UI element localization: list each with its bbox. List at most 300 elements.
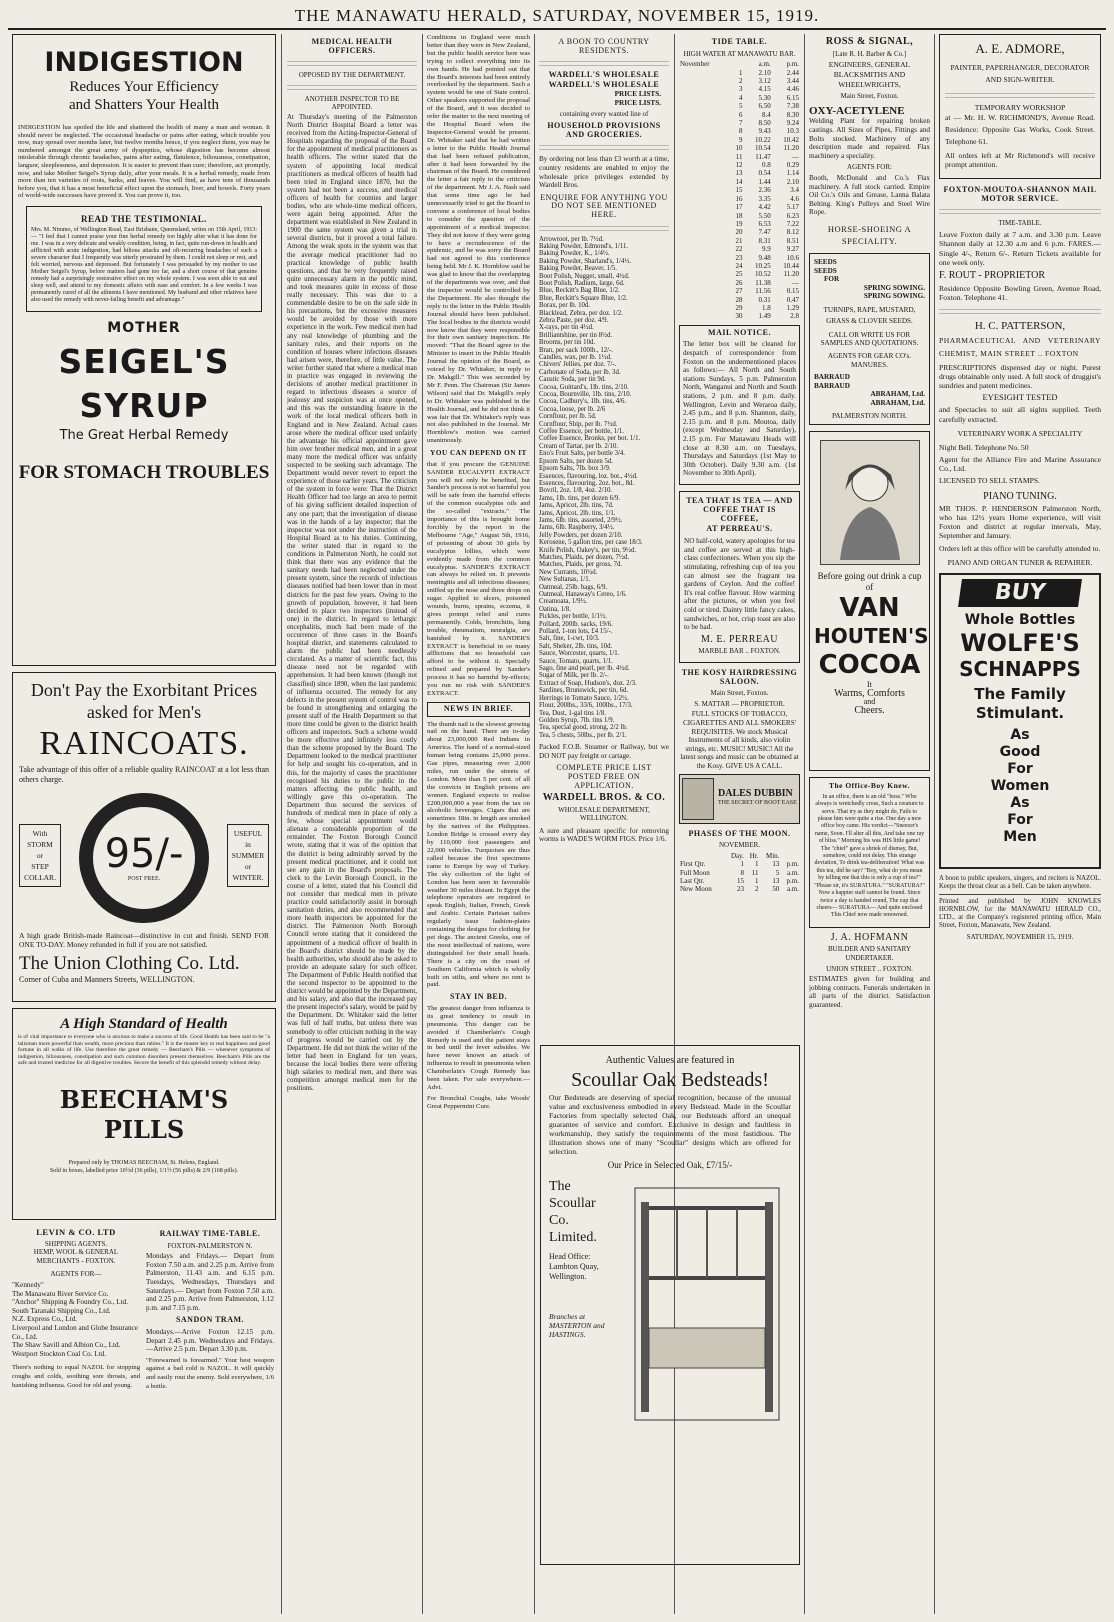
tide-am: 8.4 <box>761 110 771 119</box>
kosy-body: FULL STOCKS OF TOBACCO, CIGARETTES AND ALL SMOKERS' REQUISITES. We stock Musical Instruments of all kinds, also violin strings, etc. MUSIC! MUSIC! All the latest songs and music can be obtained at the Kosy. GIVE US A CALL. <box>680 710 799 770</box>
perreau-name: M. E. PERREAU <box>700 633 779 645</box>
tide-pm: — <box>792 278 799 287</box>
price-list-item: Coffee Essence, Bronks, per bot. 1/1. <box>539 435 641 443</box>
moon-table <box>679 852 800 894</box>
tide-am: 10.25 <box>754 261 771 270</box>
wardell-heading: WARDELL'S WHOLESALE <box>548 70 660 80</box>
news-heading: NEWS IN BRIEF. <box>443 703 514 713</box>
column-3 <box>427 34 530 1614</box>
price-list-item: Zebra Paste, per doz. 4/9. <box>539 316 609 324</box>
tide-day: 12 <box>735 161 743 170</box>
imprint-date: SATURDAY, NOVEMBER 15, 1919. <box>966 932 1074 941</box>
tide-pm: 11.20 <box>783 144 799 153</box>
ross-address: Main Street, Foxton. <box>840 92 899 101</box>
wardell-intro: By ordering not less than £3 worth at a time, country residents are enabled to enjoy the wholesale price privileges extended by Wardell Bros. <box>539 155 669 190</box>
price-list-item: Sauce, Worcester, quarts, 1/1. <box>539 650 620 658</box>
herbal-remedy: The Great Herbal Remedy <box>59 428 229 444</box>
tide-row <box>679 169 800 177</box>
railway-sub: FOXTON-PALMERSTON N. <box>167 1241 253 1250</box>
tide-row <box>679 237 800 245</box>
tide-pm: 10.6 <box>786 253 799 262</box>
tide-am: 0.54 <box>758 169 771 178</box>
tide-am: 8.31 <box>758 236 771 245</box>
price-list-item: Cocoa, loose, per lb. 2/6 <box>539 405 606 413</box>
containing-line: containing every wanted line of <box>559 109 649 118</box>
eyesight-body: and Spectacles to suit all sights supplied. Teeth carefully extracted. <box>939 405 1101 424</box>
tide-pm: 11.20 <box>783 270 799 279</box>
tide-am: 9.9 <box>761 245 771 254</box>
price-list-item: Herrings in Tomato Sauce, 1/2½. <box>539 694 629 702</box>
price-list-item: Cornflour, Ship, per lb. 7½d. <box>539 420 618 428</box>
beecham-prepared: Prepared only by THOMAS BEECHAM, St. Helens, England. <box>68 1159 220 1166</box>
moon-cell: 1 <box>740 860 744 869</box>
tide-pm: 1.14 <box>786 169 799 178</box>
medical-subhead: OPPOSED BY THE DEPARTMENT. <box>298 71 406 80</box>
price-list-item: Tea, Dust, 1-gal tins 1/8. <box>539 709 606 717</box>
night-bell: Night Bell. Telephone No. 50 <box>939 442 1029 452</box>
tide-pm: 4.6 <box>790 194 799 203</box>
tide-day: 25 <box>735 270 743 279</box>
price-list-item: Chivers' Jellies, per doz. 7/-. <box>539 361 617 369</box>
as-line-2: As <box>1010 794 1030 811</box>
agents-heading: AGENTS FOR— <box>50 1270 102 1279</box>
price-list-item: Cocoa, Bournville, 1lb. tins, 2/10. <box>539 391 632 399</box>
price-list-item: Tea, special good, strong, 2/2 lb. <box>539 724 628 732</box>
tide-row <box>679 228 800 236</box>
medical-subhead-2: ANOTHER INSPECTOR TO BE APPOINTED. <box>304 94 400 112</box>
moon-cell: First Qtr. <box>680 860 706 869</box>
agent-item: N.Z. Express Co., Ltd. <box>12 1315 78 1324</box>
scoullar-intro: Authentic Values are featured in <box>605 1055 735 1066</box>
admore-orders: All orders left at Mr Richmond's will receive prompt attention. <box>945 151 1095 170</box>
tide-row <box>679 119 800 127</box>
price-list-item: Sugar of Milk, per lb. 2/-. <box>539 672 609 680</box>
tide-day: 7 <box>739 119 743 128</box>
stay-body: The greatest danger from influenza is its great tendency to result in pneumonia. This danger can be avoided if Chamberlain's Cough Remedy is used and the patient stays in bed until the fever subsides. We have never known an attack of influenza to result in pneumonia when Chamberlain's Cough Remedy has been taken. For sale everywhere.—Advt. <box>427 1004 530 1091</box>
divider <box>539 58 669 67</box>
price-list-item: Brilliantshine, per tin 8½d. <box>539 331 613 339</box>
moon-row <box>679 869 800 877</box>
cheers-line: Cheers. <box>854 705 885 716</box>
tide-pm: 7.38 <box>786 102 799 111</box>
worm-figs-note: A sure and pleasant specific for removing worms is WADE'S WORM FIGS. Price 1/6. <box>539 826 669 844</box>
price-list-item: Pickles, per bottle, 1/1½. <box>539 613 607 621</box>
tide-row <box>679 195 800 203</box>
beechams-pills-title: BEECHAM'S PILLS <box>59 1084 229 1144</box>
price-list-item: Cream of Tartar, per lb. 2/10. <box>539 442 619 450</box>
tide-am: 11.38 <box>755 278 771 287</box>
price-list-item: Kerosene, 5 gallon tins, per case 18/3. <box>539 539 643 547</box>
tide-pm: 10.3 <box>786 127 799 136</box>
moon-cell: Last Qtr. <box>680 876 705 885</box>
houtens-title: HOUTEN'S <box>814 624 929 649</box>
tide-row <box>679 296 800 304</box>
divider <box>287 82 417 91</box>
tide-pm: 8.51 <box>786 236 799 245</box>
levin-sub-2: HEMP, WOOL & GENERAL MERCHANTS - FOXTON. <box>33 1248 119 1265</box>
post-free: POST FREE. <box>127 875 161 882</box>
price-list-item: Blacklead, Zebra, per doz. 1/2. <box>539 309 623 317</box>
tide-month: November <box>680 60 710 69</box>
moon-cell: 1 <box>755 860 759 869</box>
van-houten-ad <box>809 431 930 771</box>
divider <box>287 58 417 67</box>
column-1 <box>12 34 276 1614</box>
barraud-name-2: BARRAUD <box>814 381 850 390</box>
timetable-heading: TIME-TABLE. <box>998 219 1042 228</box>
tide-row <box>679 127 800 135</box>
tide-row <box>679 111 800 119</box>
price-list-item: Jams, 6lb. tins, assorted, 2/9½. <box>539 516 623 524</box>
tide-day: 8 <box>739 127 743 136</box>
temp-body: at — Mr. H. W. RICHMOND'S, Avenue Road. Residence: Opposite Gas Works, Cook Street. Telephone 61. <box>945 113 1095 147</box>
tide-day: 3 <box>739 85 743 94</box>
agent-item: South Taranaki Shipping Co., Ltd. <box>12 1306 111 1315</box>
moon-cell: 15 <box>736 876 744 885</box>
moon-col-day: Day. <box>730 851 744 860</box>
moon-row <box>679 877 800 885</box>
medical-continued: Conditions in England were much better than they were in New Zealand, but the public health service here was trying to collect everything into its own hands. He had pointed out that the Board's interests had been entirely overlooked by the department. Such a system would be one of State control. Other speakers supported the proposal of the Board, and it was decided to refer the matter to the next meeting of the Hospital Board when the Inspector-General would be present. Dr. Whitaker said that he had written a letter to the Public Health Journal that had been refused publication, after it had been forwarded by the chairman of the Board. He considered the letter a fair reply to the criticism of the department. Mr J. A. Nash said that some time ago he had unnecessarily tried to get the Board to convene a conference of local bodies to consider the question of the appointment of a medical inspector. They did not know if they were going to have a recrudescence of the epidemic, and he was sorry the Board had not agreed to this conference being held. Mr J. K. Hornblow said he was glad to know that the overlapping of the departments was over, and that the inspector would be controlled by the Department. He also thought the reply to the letter in the Public Health Journal should have been published. The local bodies in the districts would now know that they were responsible for their own sanitary inspection. He moved: "That the Board agree to the Minister to insert in the Public Health Journal the opinion of the Board, as voiced by Dr. Whitaker, in reply to Dr. Makgill." This was seconded by Mr F. Penn. The Chairman (Sir James Wilson) said that Dr. Makgill's reply to Dr. Whitaker was published in the Health Journal, and he did not think it was fair that Dr. Whitaker's reply was not also published in the Journal. Mr Hornblow's motion was carried unanimously. <box>427 34 530 445</box>
tide-am: 1.49 <box>758 312 771 321</box>
price-list-item: Tea, 5 chests, 50lbs., per lb. 2/1. <box>539 731 627 739</box>
schnapps-title: SCHNAPPS <box>959 656 1081 681</box>
tram-heading: SANDON TRAM. <box>175 1315 245 1325</box>
mail-body: The letter box will be cleared for despatch of correspondence from Foxton on the undermentioned places as follows:— All North and South stations Sundays, 5 p.m. Palmerston North, Wanganui and North and South stations, 2 p.m. and 8 p.m. daily. Wellington, Levin and Weraroa daily, 2.45 p.m., and 8 p.m. Shannon, daily, 2.15 p.m. and 8 p.m. Moutoa, daily (except Wednesday and Saturday), 2.15 p.m. For Manawatu Heads will close at 8.30 a.m. on Tuesdays, Thursdays and Saturdays (1st May to 30th October). Daily 9.30 a.m. (1st November to 30th April). <box>683 340 796 478</box>
tide-pm: 0.15 <box>786 287 799 296</box>
kosy-proprietor: S. MATTAR — PROPRIETOR. <box>694 699 785 708</box>
tide-day: 17 <box>735 203 743 212</box>
price-list-item: Eno's Fruit Salts, per bottle 3/4. <box>539 450 625 458</box>
tide-row <box>679 161 800 169</box>
tide-heading: TIDE TABLE. <box>711 37 768 46</box>
price-list-item: Flour, 200lbs., 33/6, 100lbs., 17/3. <box>539 702 633 710</box>
moon-cell: 13 <box>772 860 780 869</box>
bedstead-illustration <box>625 1178 789 1428</box>
tide-day: 15 <box>735 186 743 195</box>
dales-illustration <box>682 778 714 820</box>
barraud-ad <box>809 253 930 425</box>
raincoat-left-line: STEP <box>31 861 49 871</box>
column-6 <box>809 34 930 1614</box>
price-list-item: Jams, Apricot, 2lb. tins, 1/1. <box>539 509 616 517</box>
price-list-item: Baking Powder, Beaver, 1/5. <box>539 265 617 273</box>
tide-day: 19 <box>735 219 743 228</box>
mother-label: MOTHER <box>107 319 181 336</box>
agent-item: Liverpool and London and Globe Insurance Co., Ltd. <box>12 1323 138 1341</box>
raincoat-price: 95/- <box>104 830 184 877</box>
price-list-item: Extract of Soap, Hudson's, doz. 2/3. <box>539 679 637 687</box>
piano-heading: PIANO TUNING. <box>983 490 1057 502</box>
levin-ad <box>12 1226 140 1394</box>
medical-body: At Thursday's meeting of the Palmerston North District Hospital Board a letter was received from the Acting-Inspector-General of Hospitals regarding the proposal of the Board for the appointment of medical practitioners as health officers. The writer stated that the system of appointing local medical practitioners as medical officers of health had been tried in England since 1870, but the system had not been a success, and medical officers of health for counties and larger bodies, who are whole-time medical officers, were again being appointed. After the department was established in New Zealand in 1900 the same system was given a trial in several districts, but it proved a total failure. Among the weak spots in the system was that the average medical practitioner had no practical knowledge of public health questions, and that he very frequently raised quite unnecessary alarm in the public mind, and took measures quite in excess of those really necessary. This was due to a commendable desire to be on the safe side in his precautions, but the excessive measures would be avoided by those with more experience in the work. Few medical men had any real knowledge of plumbing and the sanitary rules, and their reports on the condition of houses where infectious diseases had arisen were, therefore, of little value. The writer further stated that where a medical man in practice was engaged in reviewing the decisions of another medical practitioner in regard to infectious diseases a source of jealousy and suspicion was at once opened, and this was the outstanding feature in the work of the local medical officers both in England and in New Zealand. Actual cases arose where the medical officer used unfairly the advantage his official appointment gave him over brother medical men, and in a great many more the medical officer was unfairly suspected to be seeking such advantage. The Department would never revert to report the experience of those earlier years. The criticism of the system in force were: That the District Health Officer had too large an area to permit of his giving sufficient detailed inspection of any one part; that the investigation of disease was in the hands of a lay inspector; that the inspector was not under the instruction of the Hospital Board as to his duties. Continuing, the writer stated that in regard to the conditions in Palmerston North, he could not think that there was any evidence that the sanitary needs had been neglected under the present system, since the records of infectious diseases notified had been lower than in most districts for the past few years. Owing to the growth of population, however, it had been decided to place two inspectors (instead of one) in the district. In regard to lethargic encephalitis, much had been made of the occurrence of three cases in the Board's hospital district, and statements calculated to alarm the public had been needlessly circulated. As a matter of scientific fact, this disease need not be regarded with apprehension. It had been known (though not classified) since 1890, when the last pandemic of influenza occurred. The remedy for any defects in the present system of control was to be found in strengthening and enlarging the present staff of the Health Department so that more time could be given to the district health officers and inspectors. Such a scheme would be more effective and infinitely less costly than the scheme proposed by the Board. The Department looked to the medical practitioner for help and sought his co-operation, and in this, for the majority of cases the practitioner recognised his duties to the public in the matters affecting the public health, and willingly gave this co-operation. The Department thus secured the services of hundreds of medical men in place of only a few, whose special appointment would alienate a considerable proportion of the remainder. The Foxton Borough Council wrote, stating that it was of the opinion that the district is being admirably served by the present medical practitioner, and it could not see any gain in the Board's proposals. The clerk to the Levin Borough Council, in the course of a letter, stated that his Council did not consider that medical men in private practice could satisfactorily assist in borough sanitation duties, and also recommended that more health inspectors be appointed for the district. The Palmerston North Borough Council wrote stating that it considered the appointment of a medical officer of health in the Board's district should be made by the health authorities, who should also be asked to provide an adequate salary for such officer. The Department of Public Health notified that the second inspector to be appointed to the district would be appointed by the Department, and his salary, and also that the increased pay the present inspector's salary, would be paid by the Department. Dr. Whitaker said the letter was full of half truths, but unless there was somebody to offer criticism nothing in the way of progress would be carried out by the Department. He did not think the writer of the letter had been in England for ten years, because the local bodies there were offering high salaries to medical men, and there was competition amongst medical men for the positions. <box>287 113 417 1093</box>
price-list-item: Bran, per sack 100lb., 12/-. <box>539 346 613 354</box>
wholesale-dept: WHOLESALE DEPARTMENT, WELLINGTON. <box>558 805 650 823</box>
tide-day: 1 <box>739 68 743 77</box>
column-rule <box>934 34 935 1614</box>
oxy-heading: OXY-ACETYLENE <box>809 104 905 117</box>
tide-row <box>679 220 800 228</box>
packed-note: Packed F.O.B. Steamer or Railway, but we DO NOT pay freight or cartage. <box>539 743 669 760</box>
medical-heading: MEDICAL HEALTH OFFICERS. <box>311 37 393 55</box>
depend-heading: YOU CAN DEPEND ON IT <box>430 449 527 458</box>
price-list-item: X-rays, per tin 4½d. <box>539 324 594 332</box>
tide-day: 23 <box>735 253 743 262</box>
wardell-heading-2: WARDELL'S WHOLESALE <box>548 79 660 89</box>
patterson-trades: PHARMACEUTICAL AND VETERINARY CHEMIST, MAIN STREET .. FOXTON <box>939 335 1101 358</box>
tide-day: 16 <box>735 194 743 203</box>
scoullar-ad <box>540 1045 800 1565</box>
office-boy-heading: The Office-Boy Knew. <box>828 781 911 791</box>
price-list-item: Sago, fine and pearl, per lb. 4½d. <box>539 665 630 673</box>
raincoat-right-line: in <box>245 839 251 849</box>
tide-am: 3.12 <box>758 77 771 85</box>
price-list <box>539 236 669 740</box>
moon-cell: Full Moon <box>680 868 710 877</box>
tide-am: 5.50 <box>758 211 771 220</box>
price-list-item: Bovril, 2oz. 1/8, 4oz. 2/10. <box>539 487 613 495</box>
rout-address: Residence Opposite Bowling Green, Avenue Road, Foxton. Telephone 41. <box>939 284 1101 303</box>
imprint: Printed and published by JOHN KNOWLES HORNBLOW, for the MANAWATU HERALD CO., LTD., at the Company's registered printing office, Main Street, Foxton, Manawatu, New Zealand. <box>939 894 1101 930</box>
tide-pm: 2.44 <box>786 68 799 77</box>
tea-heading-3: AT PERREAU'S. <box>706 523 773 533</box>
price-list-item: Salt, Sheker, 2lb. tins, 10d. <box>539 642 613 650</box>
ross-heading: ROSS & SIGNAL, <box>825 36 914 47</box>
ross-agents: Booth, McDonald and Co.'s Flax machinery. A full stock carried. Empire Oil Co.'s Oils and Grease, Lanna Balata Belting. King's Pulleys and Steel Wire Rope. <box>809 173 930 217</box>
raincoat-right-line: SUMMER <box>231 850 265 860</box>
moon-header-row <box>679 852 800 860</box>
kosy-address: Main Street, Foxton. <box>710 689 769 698</box>
abraham-name: ABRAHAM, Ltd. <box>870 390 925 399</box>
office-boy-ad <box>809 777 930 928</box>
divider <box>939 206 1101 215</box>
moon-cell: a.m. <box>786 885 799 894</box>
men-line: Men <box>1003 828 1037 845</box>
column-7 <box>939 34 1101 1614</box>
tide-day: 29 <box>735 303 743 312</box>
nazol-note: There's nothing to equal NAZOL for stopping coughs and colds, soothing sore throats, and banishing influenza. Good for old and young. <box>12 1364 140 1389</box>
raincoat-left-line: COLLAR. <box>24 872 56 882</box>
hofmann-body: ESTIMATES given for building and jobbing contracts. Funerals undertaken in all parts of the district. Satisfaction guaranteed. <box>809 975 930 1009</box>
price-list-item: Knife Polish, Oakey's, per tin, 9½d. <box>539 546 637 554</box>
tea-heading-2: COFFEE THAT IS COFFEE, <box>703 505 776 524</box>
tide-am: 10.52 <box>754 270 771 279</box>
raincoat-right-line: WINTER. <box>232 872 264 882</box>
price-list-item: Candles, wax, per lb. 1½d. <box>539 354 612 361</box>
levin-heading: LEVIN & CO. LTD <box>36 1227 116 1237</box>
divider <box>945 90 1095 99</box>
tide-row <box>679 102 800 110</box>
tide-am: 10.54 <box>754 144 771 153</box>
tide-row <box>679 94 800 102</box>
scoullar-title: Scoullar Oak Bedsteads! <box>571 1069 769 1091</box>
tide-am: 3.35 <box>758 194 771 203</box>
price-list-item: Epsom Salts, per dozen 5d. <box>539 457 613 465</box>
tide-am: 0.31 <box>758 295 771 304</box>
beecham-sold: Sold in boxes, labelled price 10½d (36 pills), 1/1½ (56 pills) & 2/9 (168 pills). <box>49 1168 239 1175</box>
price-list-item: Blue, Reckitt's Bag Blue, 1/2. <box>539 287 620 295</box>
moon-sub: NOVEMBER. <box>718 841 761 850</box>
price-list-item: Pollard, 200lb. sacks, 19/6. <box>539 620 613 628</box>
railway-heading: RAILWAY TIME-TABLE. <box>159 1229 261 1238</box>
price-circle <box>79 793 209 923</box>
agent-item: The Manawatu River Service Co. <box>12 1289 109 1298</box>
tide-day: 20 <box>735 228 743 237</box>
raincoat-intro: Take advantage of this offer of a reliable quality RAINCOAT at a lot less than others charge. <box>19 765 269 784</box>
moon-cell: 23 <box>736 885 744 894</box>
tide-am: 7.47 <box>758 228 771 237</box>
price-list-item: Coffee Essence, per bottle, 1/1. <box>539 428 624 436</box>
union-address: Corner of Cuba and Manners Streets, WELLINGTON. <box>19 975 195 984</box>
tide-am: 2.10 <box>758 68 771 77</box>
price-list-item: Salt, fine, 1-cwt, 10/3. <box>539 635 600 643</box>
union-clothing: The Union Clothing Co. Ltd. <box>19 953 240 974</box>
tide-pm: 5.17 <box>786 203 799 212</box>
raincoat-description: A high grade British-made Raincoat—distinctive in cut and finish. SEND FOR ONE TO-DAY. Money refunded in full if you are not satisfied. <box>19 931 269 949</box>
for-line: For <box>1007 760 1033 777</box>
household-heading: HOUSEHOLD PROVISIONS AND GROCERIES. <box>547 121 661 139</box>
price-list-item: Baking Powder, Edmond's, 1/11. <box>539 242 629 250</box>
wardell-bros: WARDELL BROS. & CO. <box>542 792 666 804</box>
tide-pm: 3.44 <box>786 77 799 85</box>
hofmann-sub: BUILDER AND SANITARY UNDERTAKER. <box>827 945 912 962</box>
tide-day: 11 <box>735 152 743 161</box>
van-title: VAN <box>839 593 900 624</box>
price-list-item: Oatmeal, 25lb. bags, 6/9. <box>539 583 608 591</box>
tide-pm: 2.8 <box>790 312 799 321</box>
moon-heading: PHASES OF THE MOON. <box>688 828 791 838</box>
column-rule <box>534 34 535 1614</box>
moon-cell: New Moon <box>680 885 712 894</box>
tide-pm: 6.23 <box>786 211 799 220</box>
for-line: FOR <box>824 275 840 284</box>
price-list-item: Jams, 6lb. Raspberry, 3/4½. <box>539 524 615 532</box>
price-list-item: Creamoata, 1/9½. <box>539 598 588 606</box>
tide-am: 11.56 <box>755 287 771 296</box>
scoullar-body: Our Bedsteads are deserving of special recognition, because of the unusual value and exclusiveness embodied in every Bedstead. Made in the Scoullar Factories from specially selected Oak, our Bedsteads afford an unequal guarantee of service and comfort. Exclusive in design and faultless in workmanship, they satisfy the requirements of the most fastidious. The illustration shows one of many "Scoullar" designs which are offered for selection. <box>549 1093 791 1156</box>
scoullar-co: The Scoullar Co. Limited. <box>549 1179 597 1245</box>
tide-row <box>679 69 800 77</box>
tide-pm: 10.42 <box>783 135 799 144</box>
indigestion-subtitle: Reduces Your Efficiency <box>69 79 219 95</box>
tide-row <box>679 304 800 312</box>
piano-orders: Orders left at this office will be carefully attended to. <box>939 543 1101 553</box>
women-line: Women <box>990 777 1050 794</box>
tide-am: 1.44 <box>758 177 771 186</box>
price-list-item: Sauce, Tomato, quarts, 1/1. <box>539 657 613 665</box>
price-list-item: Boot Polish, Nugget, small, 4½d. <box>539 272 630 280</box>
scoullar-head-office: Head Office: Lambton Quay, Wellington. <box>549 1252 599 1281</box>
bronchial-note: For Bronchial Coughs, take Woods' Great Peppermint Cure. <box>427 1094 530 1110</box>
nazol-boon: A boon to public speakers, singers, and reciters is NAZOL. Keeps the throat clear as a bell. Can be taken anywhere. <box>939 874 1101 890</box>
tide-day: 22 <box>735 245 743 254</box>
tide-header-row: November a.m. p.m. <box>680 60 799 69</box>
raincoats-title: RAINCOATS. <box>39 725 249 762</box>
indigestion-title: INDIGESTION <box>44 47 244 78</box>
agent-item: "Anchor" Shipping & Foundry Co., Ltd. <box>12 1298 129 1307</box>
tide-pm: 10.44 <box>783 261 799 270</box>
raincoat-right-line: USEFUL <box>233 828 263 838</box>
spring-sowing: SPRING SOWING. <box>863 283 925 292</box>
tide-row <box>679 254 800 262</box>
tide-day: 4 <box>739 93 743 102</box>
tide-row <box>679 262 800 270</box>
price-list-item: Brooms, per tin 10d. <box>539 339 596 347</box>
seigels-syrup-title: SEIGEL'S SYRUP <box>58 342 230 426</box>
tide-pm: 2.10 <box>786 177 799 186</box>
raincoat-left-line: or <box>36 850 44 860</box>
price-list-item: Oatina, 1/8. <box>539 605 571 613</box>
moon-cell: a.m. <box>786 868 799 877</box>
moon-cell: 8 <box>740 868 744 877</box>
perreau-address: MARBLE BAR .. FOXTON. <box>698 647 781 656</box>
moon-cell: 2 <box>755 885 759 894</box>
licensed-stamps: LICENSED TO SELL STAMPS. <box>939 476 1040 486</box>
tide-pm: 7.22 <box>786 219 799 228</box>
tide-am: 4.15 <box>758 85 771 94</box>
tide-pm: 9.27 <box>786 245 799 254</box>
tide-day: 9 <box>739 135 743 144</box>
enquire-heading: ENQUIRE FOR ANYTHING YOU DO NOT SEE MENTIONED HERE. <box>540 192 668 219</box>
price-list-item: Baking Powder, Sharland's, 1/4½. <box>539 257 632 265</box>
tide-pm: 1.29 <box>786 303 799 312</box>
warms-line: Warms, Comforts <box>834 687 905 699</box>
scoullar-branches: Branches at MASTERTON and HASTINGS. <box>549 1312 605 1339</box>
divider <box>539 142 669 151</box>
tide-day: 28 <box>735 295 743 304</box>
moon-cell: 1 <box>755 876 759 885</box>
mail-heading: MAIL NOTICE. <box>708 327 771 337</box>
moon-cell: 11 <box>751 868 759 877</box>
whole-bottles: Whole Bottles <box>964 611 1076 628</box>
raincoat-heading-2: asked for Men's <box>86 702 202 722</box>
news-heading-box <box>427 702 530 717</box>
moon-cell: p.m. <box>786 860 799 869</box>
price-list-item: Matches, Plaids, per gross, 7d. <box>539 561 623 569</box>
raincoat-ad <box>12 672 276 1002</box>
mail-motor-heading: FOXTON-MOUTOA-SHANNON MAIL MOTOR SERVICE. <box>943 184 1097 203</box>
good-line: Good <box>999 743 1041 760</box>
tide-am: 2.36 <box>758 186 771 195</box>
moon-cell: 13 <box>772 876 780 885</box>
spring-sowing-2: SPRING SOWING. <box>863 292 925 301</box>
tide-day: 24 <box>735 261 743 270</box>
price-list-item: Epsom Salts, 7lb. box 3/9. <box>539 465 611 473</box>
tide-row <box>679 186 800 194</box>
price-list-item: Baking Powder, K., 1/4½. <box>539 250 610 258</box>
timetable-body: Leave Foxton daily at 7 a.m. and 3.30 p.m. Leave Shannon daily at 12.30 a.m and 6 p.m. FARES.—Single 4/-, Return 6/-. Return Tickets available for one week only. <box>939 230 1101 267</box>
barraud-name: BARRAUD <box>814 373 850 382</box>
ross-sub: [Late R. H. Barber & Co.] <box>832 49 907 58</box>
tide-day: 13 <box>735 169 743 178</box>
beecham-ad <box>12 1008 276 1220</box>
tide-row <box>679 279 800 287</box>
tide-pm: — <box>792 152 799 161</box>
temp-workshop: TEMPORARY WORKSHOP <box>974 103 1066 112</box>
call-samples: CALL OR WRITE US FOR SAMPLES AND QUOTATIONS. <box>820 330 919 348</box>
agent-item: Westport Stockton Coal Co. Ltd. <box>12 1349 107 1358</box>
tide-row <box>679 203 800 211</box>
column-rule <box>281 34 282 1614</box>
column-rule <box>804 34 805 1614</box>
piano-body: MR THOS. P. HENDERSON Palmerston North, who has 12½ years Home experience, will visit Foxton and district at regular intervals, May, September and January. <box>939 503 1101 541</box>
tide-row <box>679 178 800 186</box>
railway-body: Mondays and Fridays.— Depart from Foxton 7.50 a.m. and 2.25 p.m. Arrive from Palmerston, 11.43 a.m. and 6.15 p.m. Tuesdays, Wednesdays, Thursdays and Saturdays.— Depart from Foxton 7.50 a.m. and 2.25 p.m. Arrive from Palmerston, 1.12 p.m. and 7.15 p.m. <box>146 1252 274 1312</box>
column-2 <box>287 34 417 1614</box>
raincoat-left-line: With <box>32 828 48 838</box>
price-list-item: New Sultanas, 1/1. <box>539 576 591 584</box>
price-list-item: Sardines, Brunswick, per tin, 6d. <box>539 687 629 695</box>
moon-cell: 50 <box>772 885 780 894</box>
